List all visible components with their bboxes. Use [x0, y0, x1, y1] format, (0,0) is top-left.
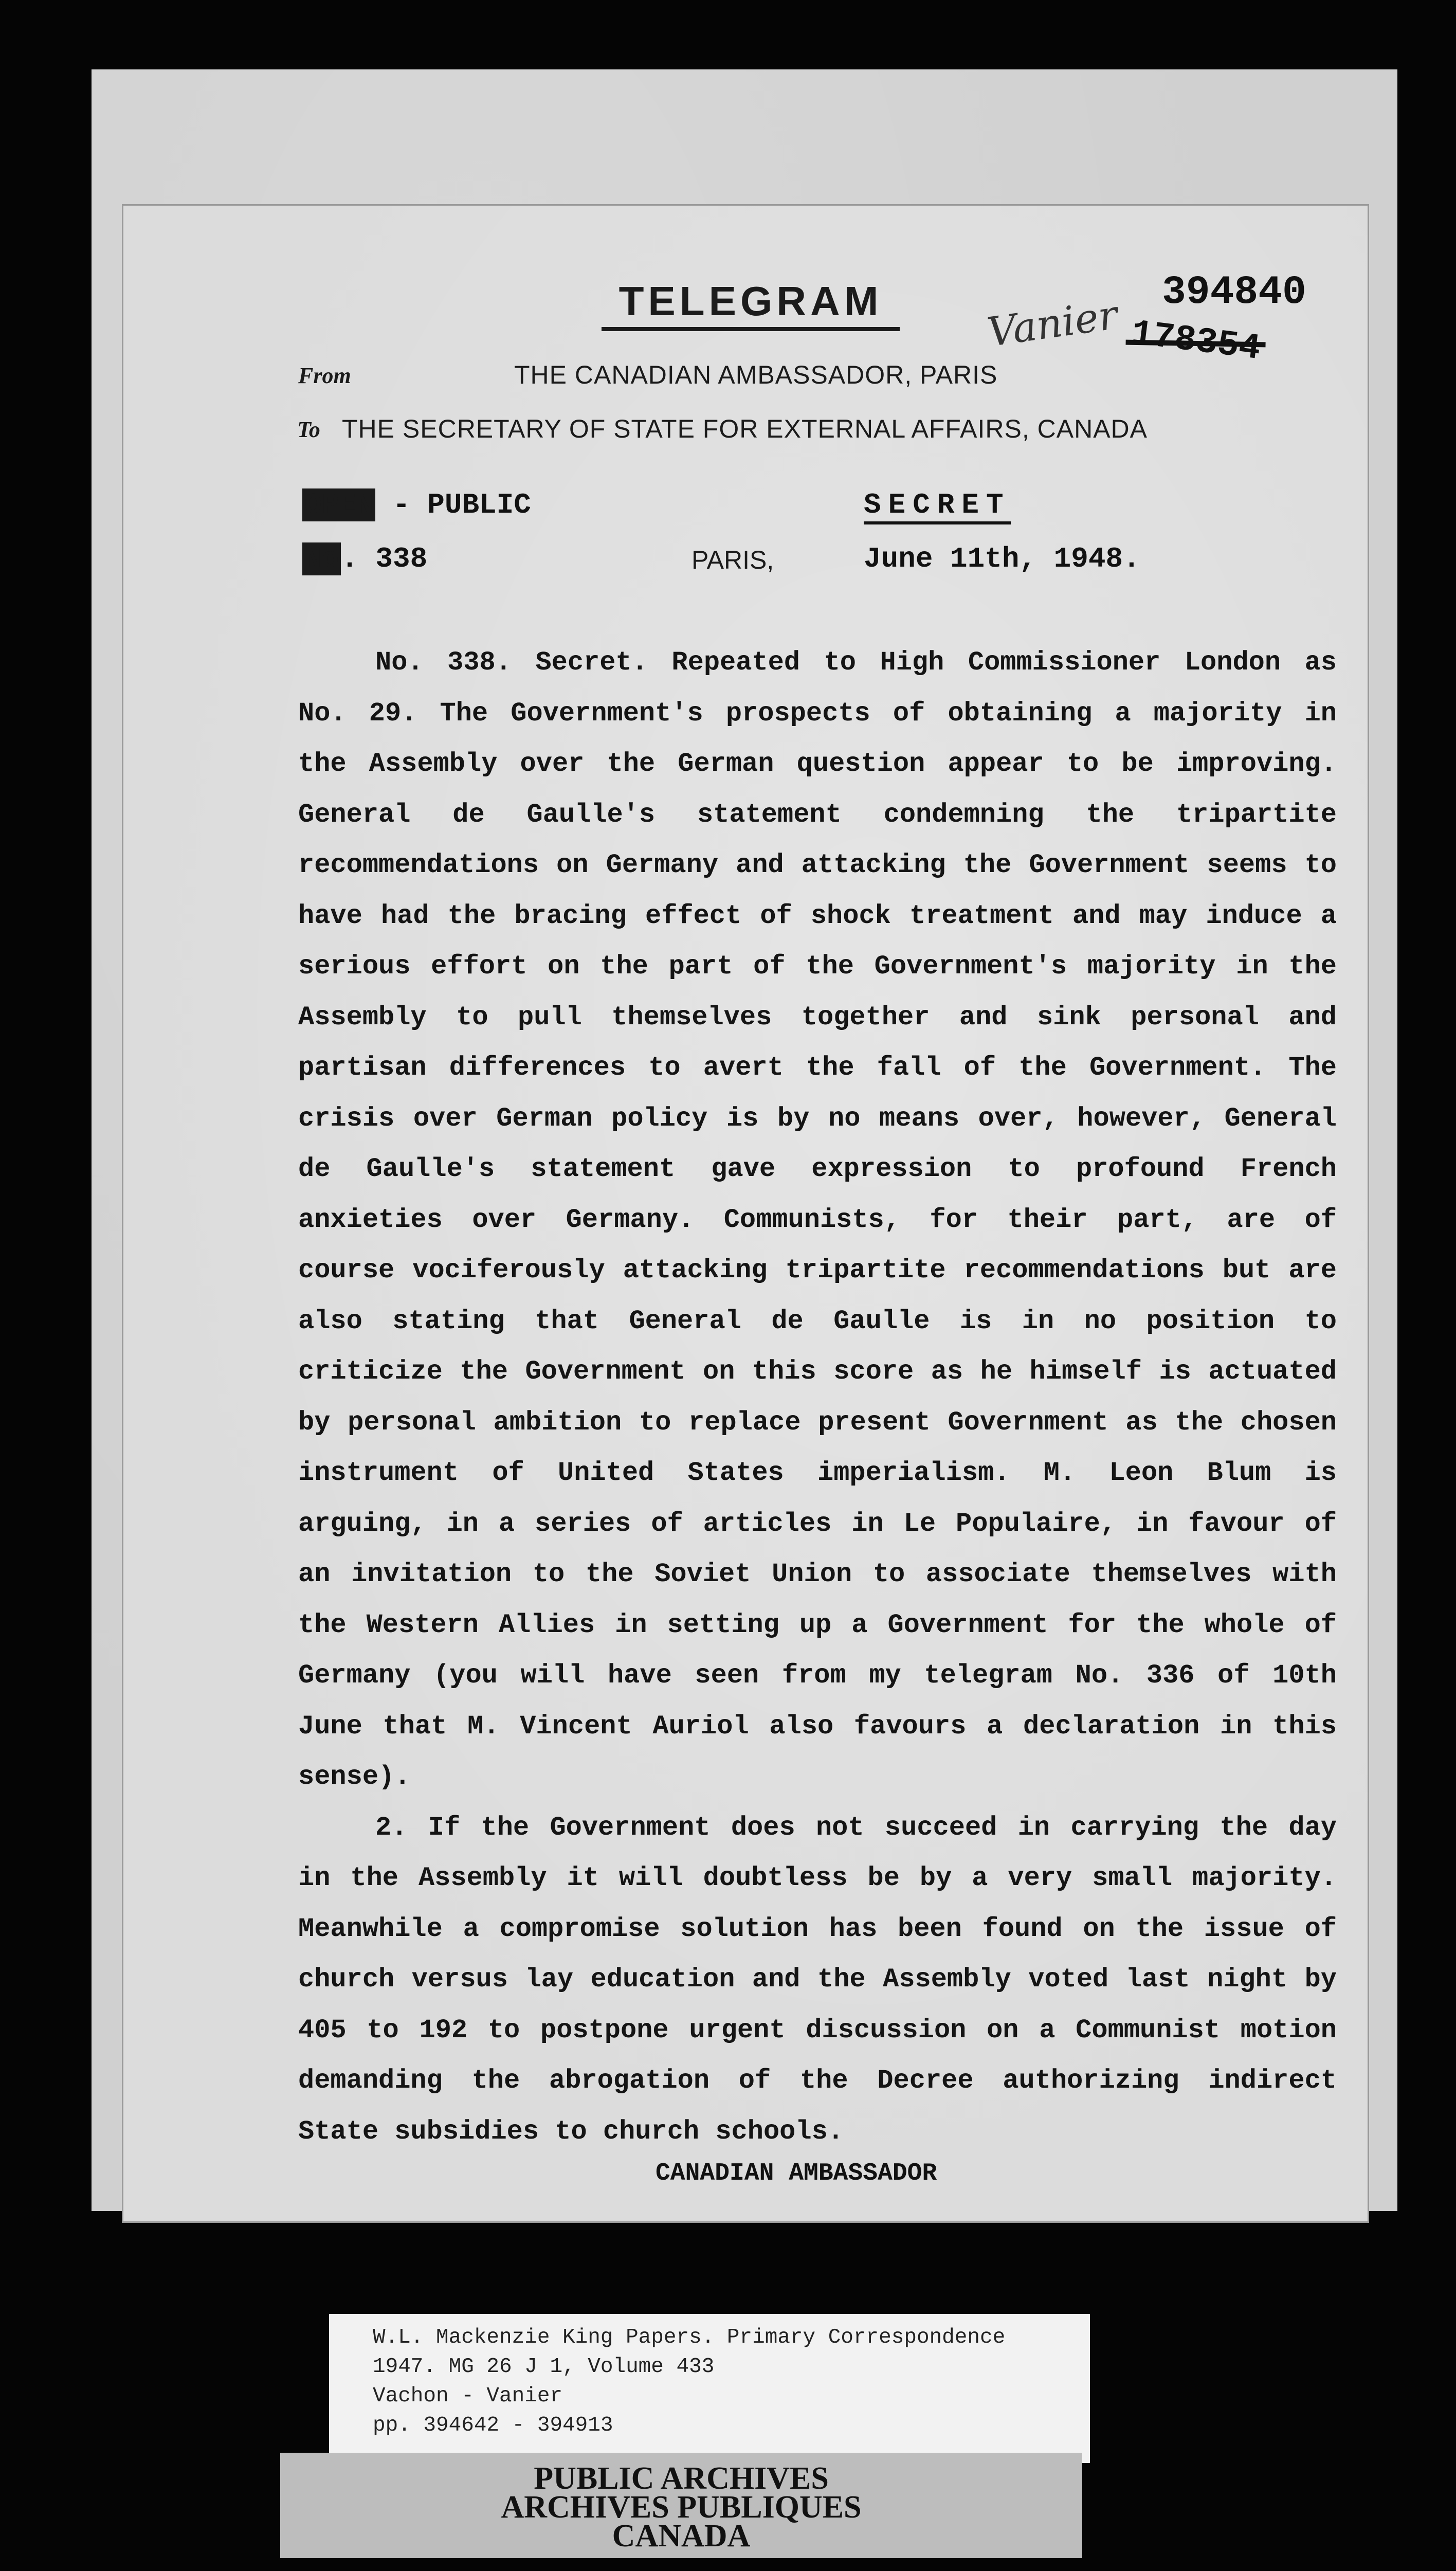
message-number-line: [302, 542, 427, 575]
place: PARIS,: [691, 546, 774, 574]
archive-stamp-line: PUBLIC ARCHIVES: [534, 2461, 829, 2496]
citation-label: [329, 2314, 1090, 2463]
telegram-date: June 11th, 1948.: [864, 542, 1140, 575]
paragraph-2: 2. If the Government does not succeed in carrying the day in the Assembly it will doubtless be by a very small majority. Meanwhile a compromise solution has been found on the issue of church versus lay education and the Assembly voted last night by 405 to 192 to postpone urgent discussion on a Communist motion demanding the abrogation of the Decree authorizing indirect State subsidies to church schools.: [298, 1812, 1337, 2147]
citation-line: 1947. MG 26 J 1, Volume 433: [373, 2355, 715, 2379]
to-label: To: [297, 417, 320, 442]
handwritten-note: Vanier: [984, 292, 1121, 356]
classification-text: - PUBLIC: [393, 488, 531, 521]
reference-number: 394840: [1162, 270, 1306, 315]
archive-stamp: [280, 2453, 1082, 2558]
archive-stamp-line: ARCHIVES PUBLIQUES: [501, 2490, 862, 2525]
message-number-text: . 338: [341, 542, 428, 575]
classification-struck-word: OPEN: [302, 488, 375, 521]
from-value: THE CANADIAN AMBASSADOR, PARIS: [514, 360, 998, 389]
citation-line: pp. 394642 - 394913: [373, 2414, 613, 2437]
archive-stamp-line: CANADA: [612, 2519, 751, 2554]
message-number-struck-prefix: No: [302, 542, 341, 575]
reference-number-struck: 178354: [1129, 313, 1263, 370]
classification-line: [302, 488, 531, 521]
to-value: THE SECRETARY OF STATE FOR EXTERNAL AFFAIRS, CANADA: [342, 414, 1148, 443]
telegram-body: [298, 638, 1337, 2157]
citation-line: W.L. Mackenzie King Papers. Primary Correspondence: [373, 2326, 1006, 2349]
from-label: From: [298, 363, 351, 388]
signature: CANADIAN AMBASSADOR: [656, 2160, 937, 2187]
secret-mark: SECRET: [864, 488, 1011, 524]
paragraph-1: No. 338. Secret. Repeated to High Commissioner London as No. 29. The Government's prospects of obtaining a majority in the Assembly over the German question appear to be improving. General de Gaulle's statement condemning the tripartite recommendations on Germany and attacking the Government seems to have had the bracing effect of shock treatment and may induce a serious effort on the part of the Government's majority in the Assembly to pull themselves together and sink personal and partisan differences to avert the fall of the Government. The crisis over German policy is by no means over, however, General de Gaulle's statement gave expression to profound French anxieties over Germany. Communists, for their part, are of course vociferously attacking tripartite recommendations but are also stating that General de Gaulle is in no position to criticize the Government on this score as he himself is actuated by personal ambition to replace present Government as the chosen instrument of United States imperialism. M. Leon Blum is arguing, in a series of articles in Le Populaire, in favour of an invitation to the Soviet Union to associate themselves with the Western Allies in setting up a Government for the whole of Germany (you will have seen from my telegram No. 336 of 10th June that M. Vincent Auriol also favours a declaration in this sense).: [298, 647, 1337, 1792]
citation-line: Vachon - Vanier: [373, 2384, 563, 2408]
telegram-title: TELEGRAM: [602, 278, 900, 331]
